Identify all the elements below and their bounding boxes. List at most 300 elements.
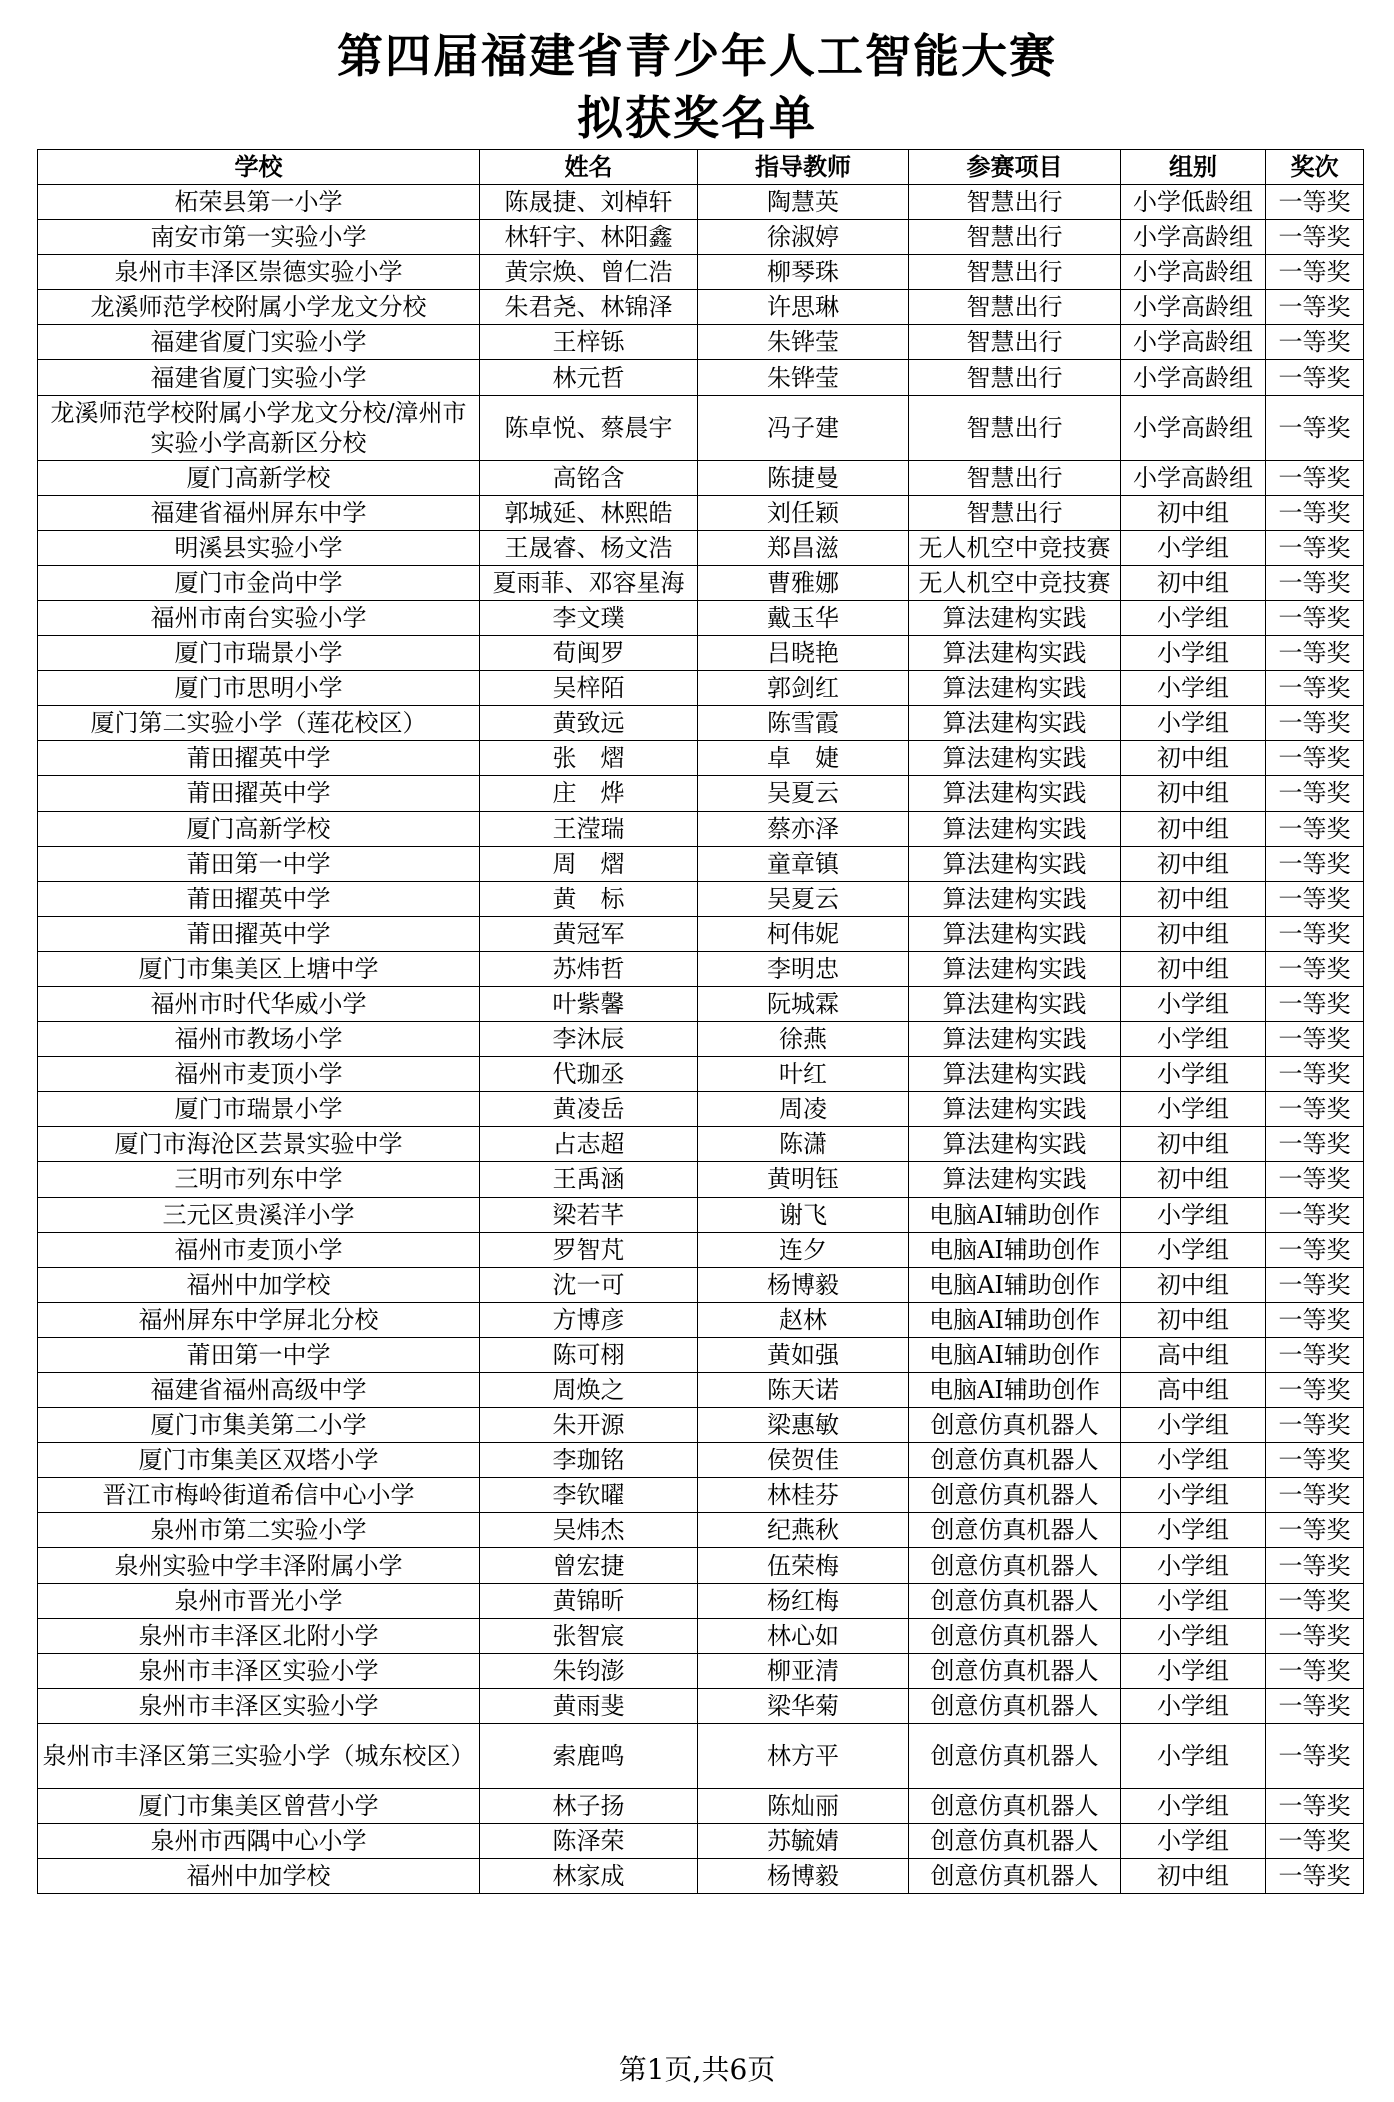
award-table xyxy=(37,149,1364,1894)
school-cell: 泉州市丰泽区第三实验小学（城东校区） xyxy=(38,1723,480,1788)
group-cell: 小学低龄组 xyxy=(1121,185,1266,220)
teacher-cell: 连夕 xyxy=(698,1232,909,1267)
table-row xyxy=(38,916,1364,951)
school-cell: 莆田擢英中学 xyxy=(38,881,480,916)
name-cell: 黄 标 xyxy=(480,881,698,916)
school-cell: 福州市南台实验小学 xyxy=(38,600,480,635)
group-cell: 小学组 xyxy=(1121,1092,1266,1127)
table-row xyxy=(38,290,1364,325)
group-cell: 小学组 xyxy=(1121,1788,1266,1823)
table-row xyxy=(38,1127,1364,1162)
group-cell: 小学组 xyxy=(1121,636,1266,671)
teacher-cell: 陈雪霞 xyxy=(698,706,909,741)
award-cell: 一等奖 xyxy=(1266,916,1364,951)
award-cell: 一等奖 xyxy=(1266,1337,1364,1372)
name-cell: 周焕之 xyxy=(480,1373,698,1408)
project-cell: 算法建构实践 xyxy=(909,636,1121,671)
award-cell: 一等奖 xyxy=(1266,185,1364,220)
group-cell: 小学组 xyxy=(1121,1022,1266,1057)
teacher-cell: 朱铧莹 xyxy=(698,360,909,395)
teacher-cell: 吕晓艳 xyxy=(698,636,909,671)
project-cell: 电脑AI辅助创作 xyxy=(909,1302,1121,1337)
group-cell: 小学高龄组 xyxy=(1121,360,1266,395)
project-cell: 算法建构实践 xyxy=(909,846,1121,881)
teacher-cell: 黄明钰 xyxy=(698,1162,909,1197)
teacher-cell: 蔡亦泽 xyxy=(698,811,909,846)
table-row xyxy=(38,255,1364,290)
name-cell: 沈一可 xyxy=(480,1267,698,1302)
teacher-cell: 柳琴珠 xyxy=(698,255,909,290)
group-cell: 小学高龄组 xyxy=(1121,255,1266,290)
project-cell: 创意仿真机器人 xyxy=(909,1618,1121,1653)
table-row xyxy=(38,811,1364,846)
name-cell: 陈卓悦、蔡晨宇 xyxy=(480,395,698,460)
project-cell: 算法建构实践 xyxy=(909,1022,1121,1057)
award-cell: 一等奖 xyxy=(1266,1373,1364,1408)
teacher-cell: 伍荣梅 xyxy=(698,1548,909,1583)
group-cell: 小学组 xyxy=(1121,1057,1266,1092)
group-cell: 初中组 xyxy=(1121,1859,1266,1894)
name-cell: 叶紫馨 xyxy=(480,986,698,1021)
school-cell: 厦门高新学校 xyxy=(38,460,480,495)
teacher-cell: 叶红 xyxy=(698,1057,909,1092)
award-cell: 一等奖 xyxy=(1266,1232,1364,1267)
column-header-name: 姓名 xyxy=(480,150,698,185)
project-cell: 智慧出行 xyxy=(909,185,1121,220)
teacher-cell: 吴夏云 xyxy=(698,776,909,811)
name-cell: 黄锦昕 xyxy=(480,1583,698,1618)
award-cell: 一等奖 xyxy=(1266,1092,1364,1127)
school-cell: 福建省福州屏东中学 xyxy=(38,495,480,530)
project-cell: 创意仿真机器人 xyxy=(909,1408,1121,1443)
project-cell: 算法建构实践 xyxy=(909,881,1121,916)
project-cell: 智慧出行 xyxy=(909,220,1121,255)
project-cell: 创意仿真机器人 xyxy=(909,1548,1121,1583)
award-cell: 一等奖 xyxy=(1266,951,1364,986)
group-cell: 小学组 xyxy=(1121,1583,1266,1618)
teacher-cell: 侯贺佳 xyxy=(698,1443,909,1478)
project-cell: 创意仿真机器人 xyxy=(909,1723,1121,1788)
group-cell: 初中组 xyxy=(1121,881,1266,916)
table-row xyxy=(38,1162,1364,1197)
name-cell: 王晟睿、杨文浩 xyxy=(480,530,698,565)
table-row xyxy=(38,951,1364,986)
group-cell: 小学组 xyxy=(1121,600,1266,635)
award-cell: 一等奖 xyxy=(1266,1723,1364,1788)
table-header-row xyxy=(38,150,1364,185)
teacher-cell: 苏毓婧 xyxy=(698,1824,909,1859)
school-cell: 福州屏东中学屏北分校 xyxy=(38,1302,480,1337)
school-cell: 泉州市丰泽区实验小学 xyxy=(38,1688,480,1723)
award-cell: 一等奖 xyxy=(1266,1548,1364,1583)
school-cell: 厦门市金尚中学 xyxy=(38,565,480,600)
table-row xyxy=(38,1197,1364,1232)
group-cell: 初中组 xyxy=(1121,1127,1266,1162)
school-cell: 莆田第一中学 xyxy=(38,1337,480,1372)
group-cell: 小学组 xyxy=(1121,1653,1266,1688)
project-cell: 智慧出行 xyxy=(909,460,1121,495)
group-cell: 小学组 xyxy=(1121,1618,1266,1653)
school-cell: 泉州市丰泽区实验小学 xyxy=(38,1653,480,1688)
award-cell: 一等奖 xyxy=(1266,1057,1364,1092)
name-cell: 夏雨菲、邓容星海 xyxy=(480,565,698,600)
name-cell: 索鹿鸣 xyxy=(480,1723,698,1788)
name-cell: 张 熠 xyxy=(480,741,698,776)
group-cell: 小学组 xyxy=(1121,1513,1266,1548)
group-cell: 初中组 xyxy=(1121,565,1266,600)
name-cell: 黄凌岳 xyxy=(480,1092,698,1127)
group-cell: 初中组 xyxy=(1121,846,1266,881)
group-cell: 小学组 xyxy=(1121,1232,1266,1267)
teacher-cell: 陶慧英 xyxy=(698,185,909,220)
name-cell: 林轩宇、林阳鑫 xyxy=(480,220,698,255)
name-cell: 张智宸 xyxy=(480,1618,698,1653)
table-row xyxy=(38,1302,1364,1337)
project-cell: 创意仿真机器人 xyxy=(909,1443,1121,1478)
group-cell: 小学高龄组 xyxy=(1121,325,1266,360)
teacher-cell: 徐燕 xyxy=(698,1022,909,1057)
project-cell: 创意仿真机器人 xyxy=(909,1478,1121,1513)
school-cell: 福州市教场小学 xyxy=(38,1022,480,1057)
column-header-school: 学校 xyxy=(38,150,480,185)
table-row xyxy=(38,671,1364,706)
school-cell: 莆田擢英中学 xyxy=(38,776,480,811)
name-cell: 林元哲 xyxy=(480,360,698,395)
project-cell: 算法建构实践 xyxy=(909,706,1121,741)
award-cell: 一等奖 xyxy=(1266,530,1364,565)
teacher-cell: 林心如 xyxy=(698,1618,909,1653)
name-cell: 占志超 xyxy=(480,1127,698,1162)
school-cell: 福州市麦顶小学 xyxy=(38,1057,480,1092)
name-cell: 罗智芃 xyxy=(480,1232,698,1267)
project-cell: 创意仿真机器人 xyxy=(909,1513,1121,1548)
column-header-project: 参赛项目 xyxy=(909,150,1121,185)
project-cell: 电脑AI辅助创作 xyxy=(909,1267,1121,1302)
school-cell: 福建省厦门实验小学 xyxy=(38,325,480,360)
table-row xyxy=(38,1688,1364,1723)
group-cell: 初中组 xyxy=(1121,495,1266,530)
table-row xyxy=(38,600,1364,635)
table-row xyxy=(38,360,1364,395)
group-cell: 小学高龄组 xyxy=(1121,220,1266,255)
table-row xyxy=(38,881,1364,916)
award-cell: 一等奖 xyxy=(1266,1688,1364,1723)
school-cell: 泉州市丰泽区崇德实验小学 xyxy=(38,255,480,290)
table-row xyxy=(38,1057,1364,1092)
award-cell: 一等奖 xyxy=(1266,1443,1364,1478)
group-cell: 小学组 xyxy=(1121,1478,1266,1513)
project-cell: 智慧出行 xyxy=(909,290,1121,325)
table-row xyxy=(38,495,1364,530)
award-cell: 一等奖 xyxy=(1266,220,1364,255)
award-cell: 一等奖 xyxy=(1266,706,1364,741)
project-cell: 算法建构实践 xyxy=(909,776,1121,811)
school-cell: 晋江市梅岭街道希信中心小学 xyxy=(38,1478,480,1513)
school-cell: 福州中加学校 xyxy=(38,1859,480,1894)
teacher-cell: 纪燕秋 xyxy=(698,1513,909,1548)
teacher-cell: 林桂芬 xyxy=(698,1478,909,1513)
name-cell: 荀闽罗 xyxy=(480,636,698,671)
award-cell: 一等奖 xyxy=(1266,360,1364,395)
award-cell: 一等奖 xyxy=(1266,565,1364,600)
teacher-cell: 柯伟妮 xyxy=(698,916,909,951)
name-cell: 陈可栩 xyxy=(480,1337,698,1372)
award-cell: 一等奖 xyxy=(1266,1022,1364,1057)
table-row xyxy=(38,460,1364,495)
group-cell: 小学组 xyxy=(1121,1197,1266,1232)
school-cell: 泉州市第二实验小学 xyxy=(38,1513,480,1548)
name-cell: 林子扬 xyxy=(480,1788,698,1823)
name-cell: 梁若芊 xyxy=(480,1197,698,1232)
school-cell: 莆田擢英中学 xyxy=(38,741,480,776)
school-cell: 厦门高新学校 xyxy=(38,811,480,846)
group-cell: 初中组 xyxy=(1121,1267,1266,1302)
school-cell: 三元区贵溪洋小学 xyxy=(38,1197,480,1232)
table-row xyxy=(38,776,1364,811)
school-cell: 南安市第一实验小学 xyxy=(38,220,480,255)
group-cell: 初中组 xyxy=(1121,741,1266,776)
teacher-cell: 郑昌滋 xyxy=(698,530,909,565)
teacher-cell: 黄如强 xyxy=(698,1337,909,1372)
award-cell: 一等奖 xyxy=(1266,255,1364,290)
page-footer: 第1页,共6页 xyxy=(618,2053,776,2086)
table-row xyxy=(38,636,1364,671)
teacher-cell: 许思琳 xyxy=(698,290,909,325)
school-cell: 莆田第一中学 xyxy=(38,846,480,881)
teacher-cell: 阮城霖 xyxy=(698,986,909,1021)
teacher-cell: 杨博毅 xyxy=(698,1267,909,1302)
group-cell: 小学组 xyxy=(1121,1408,1266,1443)
award-cell: 一等奖 xyxy=(1266,325,1364,360)
teacher-cell: 卓 婕 xyxy=(698,741,909,776)
table-row xyxy=(38,565,1364,600)
school-cell: 福州中加学校 xyxy=(38,1267,480,1302)
school-cell: 厦门市海沧区芸景实验中学 xyxy=(38,1127,480,1162)
project-cell: 智慧出行 xyxy=(909,325,1121,360)
project-cell: 算法建构实践 xyxy=(909,811,1121,846)
award-cell: 一等奖 xyxy=(1266,1653,1364,1688)
name-cell: 王梓铄 xyxy=(480,325,698,360)
table-row xyxy=(38,1723,1364,1788)
award-cell: 一等奖 xyxy=(1266,1513,1364,1548)
group-cell: 小学高龄组 xyxy=(1121,460,1266,495)
name-cell: 方博彦 xyxy=(480,1302,698,1337)
table-row xyxy=(38,1232,1364,1267)
award-cell: 一等奖 xyxy=(1266,811,1364,846)
table-row xyxy=(38,1513,1364,1548)
award-cell: 一等奖 xyxy=(1266,881,1364,916)
group-cell: 小学组 xyxy=(1121,986,1266,1021)
school-cell: 泉州市西隅中心小学 xyxy=(38,1824,480,1859)
award-cell: 一等奖 xyxy=(1266,600,1364,635)
project-cell: 算法建构实践 xyxy=(909,986,1121,1021)
group-cell: 高中组 xyxy=(1121,1373,1266,1408)
project-cell: 智慧出行 xyxy=(909,495,1121,530)
name-cell: 高铭含 xyxy=(480,460,698,495)
project-cell: 算法建构实践 xyxy=(909,1127,1121,1162)
teacher-cell: 杨红梅 xyxy=(698,1583,909,1618)
name-cell: 黄冠军 xyxy=(480,916,698,951)
name-cell: 李钦曜 xyxy=(480,1478,698,1513)
project-cell: 智慧出行 xyxy=(909,255,1121,290)
name-cell: 郭城延、林熙皓 xyxy=(480,495,698,530)
document-title: 第四届福建省青少年人工智能大赛 xyxy=(337,29,1057,83)
table-row xyxy=(38,1824,1364,1859)
table-row xyxy=(38,1337,1364,1372)
name-cell: 王禹涵 xyxy=(480,1162,698,1197)
teacher-cell: 杨博毅 xyxy=(698,1859,909,1894)
award-cell: 一等奖 xyxy=(1266,460,1364,495)
award-cell: 一等奖 xyxy=(1266,741,1364,776)
group-cell: 小学组 xyxy=(1121,1443,1266,1478)
award-cell: 一等奖 xyxy=(1266,1859,1364,1894)
award-cell: 一等奖 xyxy=(1266,986,1364,1021)
group-cell: 初中组 xyxy=(1121,776,1266,811)
table-row xyxy=(38,1373,1364,1408)
group-cell: 初中组 xyxy=(1121,811,1266,846)
table-row xyxy=(38,530,1364,565)
school-cell: 泉州市丰泽区北附小学 xyxy=(38,1618,480,1653)
name-cell: 王滢瑞 xyxy=(480,811,698,846)
table-row xyxy=(38,706,1364,741)
table-row xyxy=(38,325,1364,360)
group-cell: 初中组 xyxy=(1121,916,1266,951)
project-cell: 创意仿真机器人 xyxy=(909,1859,1121,1894)
award-cell: 一等奖 xyxy=(1266,1127,1364,1162)
project-cell: 电脑AI辅助创作 xyxy=(909,1197,1121,1232)
award-cell: 一等奖 xyxy=(1266,1788,1364,1823)
name-cell: 陈泽荣 xyxy=(480,1824,698,1859)
group-cell: 小学组 xyxy=(1121,671,1266,706)
project-cell: 电脑AI辅助创作 xyxy=(909,1232,1121,1267)
teacher-cell: 林方平 xyxy=(698,1723,909,1788)
group-cell: 小学高龄组 xyxy=(1121,290,1266,325)
name-cell: 朱钧澎 xyxy=(480,1653,698,1688)
table-row xyxy=(38,1548,1364,1583)
teacher-cell: 徐淑婷 xyxy=(698,220,909,255)
school-cell: 厦门市瑞景小学 xyxy=(38,636,480,671)
name-cell: 李沐辰 xyxy=(480,1022,698,1057)
project-cell: 算法建构实践 xyxy=(909,1057,1121,1092)
award-cell: 一等奖 xyxy=(1266,671,1364,706)
project-cell: 算法建构实践 xyxy=(909,600,1121,635)
project-cell: 算法建构实践 xyxy=(909,741,1121,776)
name-cell: 陈晟捷、刘棹轩 xyxy=(480,185,698,220)
group-cell: 初中组 xyxy=(1121,951,1266,986)
teacher-cell: 戴玉华 xyxy=(698,600,909,635)
award-cell: 一等奖 xyxy=(1266,495,1364,530)
group-cell: 小学组 xyxy=(1121,706,1266,741)
school-cell: 福州市麦顶小学 xyxy=(38,1232,480,1267)
school-cell: 福建省福州高级中学 xyxy=(38,1373,480,1408)
table-row xyxy=(38,1267,1364,1302)
table-row xyxy=(38,395,1364,460)
project-cell: 算法建构实践 xyxy=(909,671,1121,706)
group-cell: 高中组 xyxy=(1121,1337,1266,1372)
column-header-teacher: 指导教师 xyxy=(698,150,909,185)
table-row xyxy=(38,986,1364,1021)
school-cell: 泉州实验中学丰泽附属小学 xyxy=(38,1548,480,1583)
teacher-cell: 柳亚清 xyxy=(698,1653,909,1688)
project-cell: 创意仿真机器人 xyxy=(909,1583,1121,1618)
school-cell: 厦门第二实验小学（莲花校区） xyxy=(38,706,480,741)
name-cell: 黄宗焕、曾仁浩 xyxy=(480,255,698,290)
award-cell: 一等奖 xyxy=(1266,1618,1364,1653)
award-cell: 一等奖 xyxy=(1266,290,1364,325)
teacher-cell: 陈捷曼 xyxy=(698,460,909,495)
table-row xyxy=(38,1092,1364,1127)
project-cell: 无人机空中竞技赛 xyxy=(909,565,1121,600)
name-cell: 朱开源 xyxy=(480,1408,698,1443)
project-cell: 算法建构实践 xyxy=(909,1092,1121,1127)
project-cell: 创意仿真机器人 xyxy=(909,1688,1121,1723)
group-cell: 小学组 xyxy=(1121,1548,1266,1583)
award-cell: 一等奖 xyxy=(1266,1197,1364,1232)
teacher-cell: 陈天诺 xyxy=(698,1373,909,1408)
award-cell: 一等奖 xyxy=(1266,395,1364,460)
project-cell: 算法建构实践 xyxy=(909,951,1121,986)
teacher-cell: 梁惠敏 xyxy=(698,1408,909,1443)
group-cell: 小学组 xyxy=(1121,530,1266,565)
award-cell: 一等奖 xyxy=(1266,1583,1364,1618)
table-row xyxy=(38,741,1364,776)
award-cell: 一等奖 xyxy=(1266,1824,1364,1859)
award-cell: 一等奖 xyxy=(1266,1162,1364,1197)
name-cell: 庄 烨 xyxy=(480,776,698,811)
name-cell: 黄雨斐 xyxy=(480,1688,698,1723)
document-subtitle: 拟获奖名单 xyxy=(577,91,817,145)
table-row xyxy=(38,1443,1364,1478)
school-cell: 厦门市集美区曾营小学 xyxy=(38,1788,480,1823)
name-cell: 朱君尧、林锦泽 xyxy=(480,290,698,325)
table-row xyxy=(38,1478,1364,1513)
group-cell: 初中组 xyxy=(1121,1162,1266,1197)
teacher-cell: 曹雅娜 xyxy=(698,565,909,600)
group-cell: 小学组 xyxy=(1121,1824,1266,1859)
project-cell: 电脑AI辅助创作 xyxy=(909,1373,1121,1408)
award-cell: 一等奖 xyxy=(1266,776,1364,811)
school-cell: 福建省厦门实验小学 xyxy=(38,360,480,395)
table-row xyxy=(38,1583,1364,1618)
group-cell: 小学组 xyxy=(1121,1723,1266,1788)
teacher-cell: 童章镇 xyxy=(698,846,909,881)
table-row xyxy=(38,1022,1364,1057)
name-cell: 吴梓陌 xyxy=(480,671,698,706)
table-body xyxy=(38,185,1364,1894)
school-cell: 厦门市思明小学 xyxy=(38,671,480,706)
teacher-cell: 朱铧莹 xyxy=(698,325,909,360)
school-cell: 厦门市集美区双塔小学 xyxy=(38,1443,480,1478)
project-cell: 电脑AI辅助创作 xyxy=(909,1337,1121,1372)
school-cell: 厦门市集美第二小学 xyxy=(38,1408,480,1443)
school-cell: 龙溪师范学校附属小学龙文分校 xyxy=(38,290,480,325)
award-cell: 一等奖 xyxy=(1266,1408,1364,1443)
teacher-cell: 赵林 xyxy=(698,1302,909,1337)
teacher-cell: 吴夏云 xyxy=(698,881,909,916)
name-cell: 李文璞 xyxy=(480,600,698,635)
award-cell: 一等奖 xyxy=(1266,1302,1364,1337)
teacher-cell: 郭剑红 xyxy=(698,671,909,706)
award-cell: 一等奖 xyxy=(1266,1478,1364,1513)
school-cell: 厦门市集美区上塘中学 xyxy=(38,951,480,986)
name-cell: 周 熠 xyxy=(480,846,698,881)
table-row xyxy=(38,1788,1364,1823)
teacher-cell: 陈潇 xyxy=(698,1127,909,1162)
project-cell: 创意仿真机器人 xyxy=(909,1824,1121,1859)
name-cell: 代珈丞 xyxy=(480,1057,698,1092)
table-row xyxy=(38,1653,1364,1688)
school-cell: 厦门市瑞景小学 xyxy=(38,1092,480,1127)
